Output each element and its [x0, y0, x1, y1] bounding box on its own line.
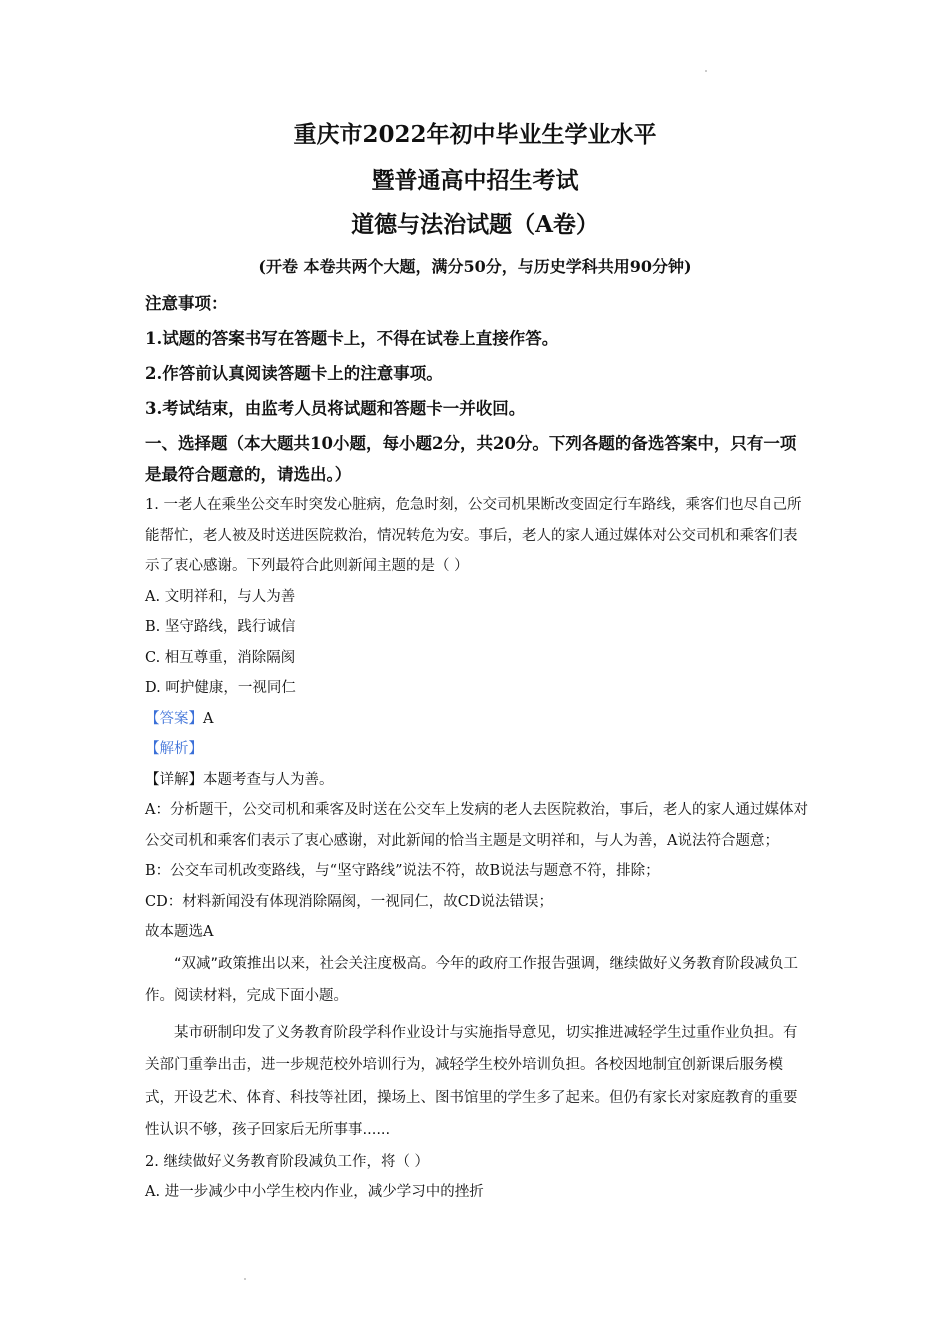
page-speck-mark	[705, 70, 707, 72]
detail-text: 本题考查与人为善。	[203, 771, 334, 788]
question-2-stem: 2. 继续做好义务教育阶段减负工作，将（ ）	[145, 1153, 430, 1170]
analysis-label: 【解析】	[145, 741, 203, 757]
exam-content	[145, 286, 810, 1208]
explanation-b: B：公交车司机改变路线，与“坚守路线”说法不符，故B说法与题意不符，排除；	[145, 863, 660, 879]
answer-label: 【答案】	[145, 710, 203, 727]
section-heading: 一、选择题（本大题共10小题，每小题2分，共20分。下列各题的备选答案中，只有一项是最符合题意的，请选出。）	[145, 434, 797, 484]
notes-heading: 注意事项：	[145, 294, 228, 313]
explanation-cd: CD：材料新闻没有体现消除隔阂，一视同仁，故CD说法错误；	[145, 893, 553, 910]
explanation-conclusion: 故本题选A	[145, 924, 214, 940]
answer-value: A	[203, 710, 214, 727]
notes-item: 2.作答前认真阅读答题卡上的注意事项。	[145, 364, 443, 383]
analysis-row	[145, 734, 810, 765]
question-1-option-a: A. 文明祥和，与人为善	[145, 588, 296, 605]
detail-row	[145, 765, 810, 796]
question-1-option-d: D. 呵护健康，一视同仁	[145, 680, 296, 696]
exam-title-line-1: 重庆市2022年初中毕业生学业水平	[293, 121, 657, 148]
question-2-option-a: A. 进一步减少中小学生校内作业，减少学习中的挫折	[145, 1184, 484, 1200]
material-body: 某市研制印发了义务教育阶段学科作业设计与实施指导意见，切实推进减轻学生过重作业负担。有关部门重拳出击，进一步规范校外培训行为，减轻学生校外培训负担。各校因地制宜创新课后服务模式，开设艺术、体育、科技等社团，操场上、图书馆里的学生多了起来。但仍有家长对家庭教育的重要性认识不够，孩子回家后无所事事......	[145, 1024, 798, 1138]
exam-title-line-2: 暨普通高中招生考试	[371, 167, 579, 194]
question-1-option-c: C. 相互尊重，消除隔阂	[145, 649, 296, 666]
answer-row	[145, 704, 810, 735]
exam-title-line-3: 道德与法治试题（A卷）	[351, 211, 599, 238]
page-speck-mark	[244, 1278, 246, 1280]
question-1-stem: 1. 一老人在乘坐公交车时突发心脏病，危急时刻，公交司机果断改变固定行车路线，乘客们也尽自己所能帮忙，老人被及时送进医院救治，情况转危为安。事后，老人的家人通过媒体对公交司机和乘客们表示了衷心感谢。下列最符合此则新闻主题的是（ ）	[145, 497, 802, 574]
notes-item: 3.考试结束，由监考人员将试题和答题卡一并收回。	[145, 399, 526, 418]
explanation-a: A：分析题干，公交司机和乘客及时送在公交车上发病的老人去医院救治，事后，老人的家人通过媒体对公交司机和乘客们表示了衷心感谢，对此新闻的恰当主题是文明祥和，与人为善，A说法符合题意；	[145, 802, 808, 849]
material-intro: “双减”政策推出以来，社会关注度极高。今年的政府工作报告强调，继续做好义务教育阶段减负工作。阅读材料，完成下面小题。	[145, 955, 799, 1004]
detail-label: 【详解】	[145, 771, 203, 788]
notes-item: 1.试题的答案书写在答题卡上，不得在试卷上直接作答。	[145, 329, 559, 348]
question-1-option-b: B. 坚守路线，践行诚信	[145, 619, 296, 635]
exam-subtitle: (开卷 本卷共两个大题，满分50分，与历史学科共用90分钟)	[258, 257, 692, 276]
